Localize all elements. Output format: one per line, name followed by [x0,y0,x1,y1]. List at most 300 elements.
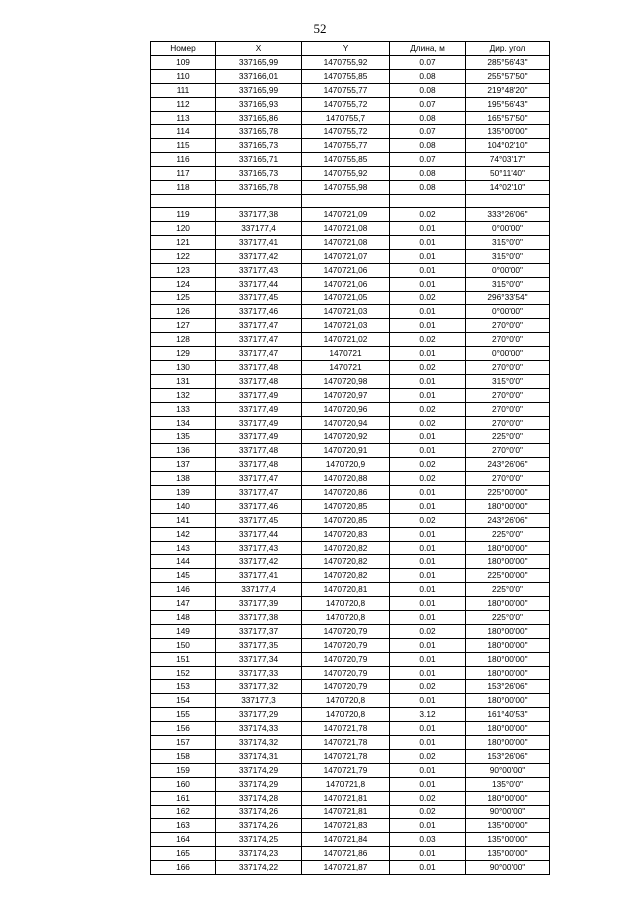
cell-y: 1470721,08 [302,222,390,236]
table-row [151,416,550,430]
cell-number: 162 [151,805,216,819]
table-row [151,847,550,861]
cell-y: 1470720,83 [302,527,390,541]
cell-y: 1470720,79 [302,680,390,694]
cell-number: 132 [151,388,216,402]
table-row [151,736,550,750]
table-row [151,374,550,388]
cell-y: 1470721,87 [302,861,390,875]
cell-number: 157 [151,736,216,750]
cell-x: 337165,71 [216,153,302,167]
table-row [151,597,550,611]
cell-y: 1470721,07 [302,249,390,263]
empty-cell [216,194,302,207]
cell-y: 1470721,05 [302,291,390,305]
cell-length: 0.02 [390,624,466,638]
table-row [151,499,550,513]
cell-number: 164 [151,833,216,847]
cell-direction-angle: 153°26'06" [466,749,550,763]
cell-x: 337165,99 [216,56,302,70]
cell-y: 1470721,02 [302,333,390,347]
cell-number: 113 [151,111,216,125]
cell-direction-angle: 270°0'0" [466,402,550,416]
cell-y: 1470721,81 [302,791,390,805]
cell-direction-angle: 243°26'06" [466,458,550,472]
cell-number: 139 [151,486,216,500]
cell-length: 0.02 [390,416,466,430]
cell-length: 0.01 [390,694,466,708]
table-row [151,791,550,805]
cell-x: 337177,41 [216,235,302,249]
cell-direction-angle: 315°0'0" [466,374,550,388]
cell-number: 151 [151,652,216,666]
cell-y: 1470720,8 [302,708,390,722]
cell-direction-angle: 14°02'10" [466,181,550,195]
cell-y: 1470720,79 [302,638,390,652]
table-row [151,638,550,652]
cell-length: 0.08 [390,111,466,125]
header-number: Номер [151,42,216,56]
cell-length: 0.01 [390,652,466,666]
cell-direction-angle: 225°0'0" [466,527,550,541]
cell-y: 1470721,8 [302,777,390,791]
cell-x: 337177,47 [216,486,302,500]
cell-length: 0.03 [390,833,466,847]
cell-y: 1470720,85 [302,513,390,527]
cell-number: 111 [151,83,216,97]
cell-direction-angle: 270°0'0" [466,416,550,430]
cell-direction-angle: 255°57'50" [466,69,550,83]
cell-length: 0.08 [390,83,466,97]
cell-length: 0.01 [390,444,466,458]
cell-y: 1470720,79 [302,666,390,680]
table-row [151,458,550,472]
table-row [151,652,550,666]
cell-x: 337174,29 [216,777,302,791]
cell-x: 337177,35 [216,638,302,652]
cell-x: 337174,28 [216,791,302,805]
cell-y: 1470720,98 [302,374,390,388]
cell-number: 129 [151,347,216,361]
cell-length: 0.01 [390,235,466,249]
cell-length: 0.01 [390,305,466,319]
cell-direction-angle: 135°00'00" [466,833,550,847]
empty-cell [466,194,550,207]
cell-y: 1470720,82 [302,569,390,583]
table-row [151,680,550,694]
table-row [151,153,550,167]
cell-number: 158 [151,749,216,763]
cell-x: 337177,38 [216,611,302,625]
cell-length: 0.01 [390,847,466,861]
table-row [151,527,550,541]
cell-number: 118 [151,181,216,195]
cell-length: 0.02 [390,749,466,763]
cell-direction-angle: 243°26'06" [466,513,550,527]
cell-direction-angle: 180°00'00" [466,541,550,555]
cell-y: 1470721,81 [302,805,390,819]
cell-length: 0.01 [390,777,466,791]
cell-number: 116 [151,153,216,167]
cell-y: 1470721,84 [302,833,390,847]
cell-length: 0.01 [390,569,466,583]
cell-length: 0.08 [390,181,466,195]
cell-length: 0.01 [390,347,466,361]
cell-x: 337174,25 [216,833,302,847]
coordinates-table [150,41,550,875]
cell-direction-angle: 270°0'0" [466,472,550,486]
cell-direction-angle: 0°00'00" [466,263,550,277]
cell-y: 1470720,8 [302,611,390,625]
cell-y: 1470720,94 [302,416,390,430]
table-row [151,181,550,195]
cell-direction-angle: 180°00'00" [466,736,550,750]
cell-x: 337165,78 [216,181,302,195]
table-row [151,208,550,222]
cell-x: 337166,01 [216,69,302,83]
cell-y: 1470720,8 [302,597,390,611]
cell-number: 137 [151,458,216,472]
cell-length: 0.01 [390,861,466,875]
cell-length: 0.01 [390,555,466,569]
table-row [151,486,550,500]
cell-number: 121 [151,235,216,249]
cell-y: 1470755,72 [302,125,390,139]
cell-length: 0.01 [390,597,466,611]
table-row [151,666,550,680]
cell-number: 148 [151,611,216,625]
cell-direction-angle: 135°0'0" [466,777,550,791]
cell-x: 337177,37 [216,624,302,638]
table-row [151,402,550,416]
cell-direction-angle: 180°00'00" [466,499,550,513]
table-row [151,333,550,347]
cell-number: 149 [151,624,216,638]
cell-x: 337177,4 [216,583,302,597]
cell-length: 0.01 [390,222,466,236]
table-row [151,263,550,277]
cell-direction-angle: 180°00'00" [466,694,550,708]
cell-direction-angle: 225°00'00" [466,486,550,500]
table-row [151,97,550,111]
cell-y: 1470720,81 [302,583,390,597]
cell-y: 1470721,86 [302,847,390,861]
cell-number: 145 [151,569,216,583]
cell-number: 125 [151,291,216,305]
table-row [151,235,550,249]
cell-length: 0.01 [390,819,466,833]
cell-direction-angle: 180°00'00" [466,597,550,611]
cell-y: 1470721,09 [302,208,390,222]
cell-direction-angle: 315°0'0" [466,277,550,291]
table-row [151,56,550,70]
cell-x: 337174,32 [216,736,302,750]
cell-direction-angle: 90°00'00" [466,763,550,777]
table-row [151,111,550,125]
cell-number: 126 [151,305,216,319]
cell-y: 1470721,03 [302,305,390,319]
cell-number: 115 [151,139,216,153]
page-number: 52 [313,21,327,36]
cell-number: 109 [151,56,216,70]
cell-number: 159 [151,763,216,777]
cell-direction-angle: 180°00'00" [466,722,550,736]
cell-x: 337177,39 [216,597,302,611]
cell-x: 337174,23 [216,847,302,861]
cell-x: 337177,42 [216,555,302,569]
table-row [151,624,550,638]
cell-number: 150 [151,638,216,652]
cell-length: 0.08 [390,139,466,153]
cell-direction-angle: 180°00'00" [466,791,550,805]
cell-x: 337177,47 [216,472,302,486]
cell-x: 337174,22 [216,861,302,875]
cell-y: 1470755,98 [302,181,390,195]
cell-number: 112 [151,97,216,111]
cell-direction-angle: 50°11'40" [466,167,550,181]
cell-x: 337177,32 [216,680,302,694]
cell-x: 337177,48 [216,458,302,472]
cell-length: 0.01 [390,277,466,291]
cell-x: 337165,73 [216,139,302,153]
cell-number: 140 [151,499,216,513]
cell-y: 1470721,03 [302,319,390,333]
cell-x: 337177,44 [216,527,302,541]
cell-x: 337177,33 [216,666,302,680]
cell-x: 337177,42 [216,249,302,263]
table-row [151,222,550,236]
cell-length: 0.01 [390,374,466,388]
cell-direction-angle: 195°56'43" [466,97,550,111]
cell-number: 124 [151,277,216,291]
cell-y: 1470720,79 [302,652,390,666]
cell-number: 122 [151,249,216,263]
table-header-row [151,42,550,56]
cell-direction-angle: 135°00'00" [466,847,550,861]
header-direction-angle: Дир. угол [466,42,550,56]
table-row [151,583,550,597]
table-row [151,513,550,527]
table-row [151,69,550,83]
cell-length: 0.01 [390,638,466,652]
cell-x: 337165,99 [216,83,302,97]
cell-number: 114 [151,125,216,139]
cell-y: 1470720,82 [302,555,390,569]
table-row [151,749,550,763]
cell-x: 337177,34 [216,652,302,666]
cell-y: 1470755,85 [302,153,390,167]
cell-x: 337177,41 [216,569,302,583]
cell-number: 128 [151,333,216,347]
cell-x: 337177,46 [216,499,302,513]
cell-length: 0.01 [390,666,466,680]
cell-direction-angle: 270°0'0" [466,444,550,458]
cell-y: 1470755,77 [302,83,390,97]
cell-y: 1470755,72 [302,97,390,111]
cell-x: 337177,38 [216,208,302,222]
table-row [151,541,550,555]
cell-direction-angle: 180°00'00" [466,666,550,680]
cell-x: 337174,26 [216,819,302,833]
cell-number: 133 [151,402,216,416]
cell-length: 0.01 [390,722,466,736]
cell-number: 119 [151,208,216,222]
cell-number: 156 [151,722,216,736]
empty-cell [390,194,466,207]
table-row [151,833,550,847]
cell-x: 337177,3 [216,694,302,708]
table-row [151,249,550,263]
cell-length: 0.02 [390,402,466,416]
table-row [151,167,550,181]
cell-x: 337174,31 [216,749,302,763]
group-separator-row [151,194,550,207]
cell-y: 1470721,78 [302,722,390,736]
cell-number: 143 [151,541,216,555]
cell-direction-angle: 270°0'0" [466,319,550,333]
cell-length: 0.01 [390,736,466,750]
cell-direction-angle: 180°00'00" [466,624,550,638]
cell-length: 0.01 [390,388,466,402]
cell-x: 337174,26 [216,805,302,819]
cell-number: 166 [151,861,216,875]
table-row [151,819,550,833]
cell-x: 337177,47 [216,333,302,347]
cell-number: 117 [151,167,216,181]
cell-y: 1470720,91 [302,444,390,458]
cell-length: 0.02 [390,458,466,472]
cell-number: 154 [151,694,216,708]
cell-length: 0.01 [390,249,466,263]
cell-direction-angle: 153°26'06" [466,680,550,694]
cell-y: 1470721 [302,361,390,375]
cell-x: 337177,49 [216,416,302,430]
cell-x: 337165,78 [216,125,302,139]
cell-x: 337165,86 [216,111,302,125]
cell-number: 141 [151,513,216,527]
empty-cell [302,194,390,207]
table-row [151,361,550,375]
cell-direction-angle: 315°0'0" [466,235,550,249]
table-row [151,125,550,139]
table-row [151,777,550,791]
cell-direction-angle: 180°00'00" [466,638,550,652]
table-body [151,56,550,875]
cell-number: 135 [151,430,216,444]
cell-length: 0.01 [390,611,466,625]
table-row [151,444,550,458]
cell-y: 1470721,06 [302,263,390,277]
table-row [151,805,550,819]
cell-y: 1470720,92 [302,430,390,444]
cell-length: 0.01 [390,763,466,777]
cell-length: 0.07 [390,125,466,139]
table-row [151,388,550,402]
table-row [151,347,550,361]
cell-direction-angle: 270°0'0" [466,333,550,347]
table-row [151,708,550,722]
table-row [151,611,550,625]
cell-direction-angle: 90°00'00" [466,805,550,819]
cell-x: 337177,47 [216,319,302,333]
cell-direction-angle: 225°0'0" [466,583,550,597]
cell-y: 1470721 [302,347,390,361]
table-row [151,83,550,97]
cell-y: 1470721,06 [302,277,390,291]
cell-length: 0.07 [390,56,466,70]
cell-y: 1470720,8 [302,694,390,708]
cell-x: 337174,33 [216,722,302,736]
cell-x: 337165,73 [216,167,302,181]
cell-direction-angle: 0°00'00" [466,305,550,319]
cell-number: 146 [151,583,216,597]
cell-x: 337174,29 [216,763,302,777]
table-row [151,472,550,486]
cell-x: 337177,44 [216,277,302,291]
cell-number: 134 [151,416,216,430]
cell-y: 1470720,96 [302,402,390,416]
cell-direction-angle: 333°26'06" [466,208,550,222]
cell-y: 1470720,79 [302,624,390,638]
cell-number: 127 [151,319,216,333]
cell-x: 337177,29 [216,708,302,722]
cell-direction-angle: 180°00'00" [466,652,550,666]
cell-number: 110 [151,69,216,83]
cell-x: 337177,49 [216,388,302,402]
cell-number: 155 [151,708,216,722]
cell-y: 1470755,85 [302,69,390,83]
cell-number: 163 [151,819,216,833]
cell-y: 1470755,92 [302,56,390,70]
cell-length: 0.02 [390,361,466,375]
cell-number: 152 [151,666,216,680]
cell-direction-angle: 135°00'00" [466,819,550,833]
table-row [151,555,550,569]
cell-y: 1470721,79 [302,763,390,777]
cell-length: 0.07 [390,153,466,167]
cell-length: 0.02 [390,791,466,805]
cell-length: 0.01 [390,486,466,500]
cell-x: 337177,43 [216,541,302,555]
cell-length: 0.08 [390,69,466,83]
cell-y: 1470721,78 [302,736,390,750]
cell-length: 0.02 [390,472,466,486]
cell-y: 1470755,92 [302,167,390,181]
empty-cell [151,194,216,207]
cell-x: 337177,47 [216,347,302,361]
cell-direction-angle: 135°00'00" [466,125,550,139]
cell-direction-angle: 219°48'20" [466,83,550,97]
cell-x: 337177,48 [216,444,302,458]
cell-direction-angle: 225°0'0" [466,430,550,444]
cell-direction-angle: 90°00'00" [466,861,550,875]
cell-number: 142 [151,527,216,541]
table-row [151,305,550,319]
cell-x: 337177,48 [216,361,302,375]
cell-direction-angle: 270°0'0" [466,388,550,402]
cell-length: 0.01 [390,541,466,555]
cell-direction-angle: 270°0'0" [466,361,550,375]
cell-number: 165 [151,847,216,861]
cell-number: 130 [151,361,216,375]
cell-length: 0.02 [390,513,466,527]
table-row [151,291,550,305]
cell-length: 0.01 [390,527,466,541]
cell-number: 138 [151,472,216,486]
cell-x: 337177,46 [216,305,302,319]
cell-x: 337165,93 [216,97,302,111]
cell-length: 0.07 [390,97,466,111]
